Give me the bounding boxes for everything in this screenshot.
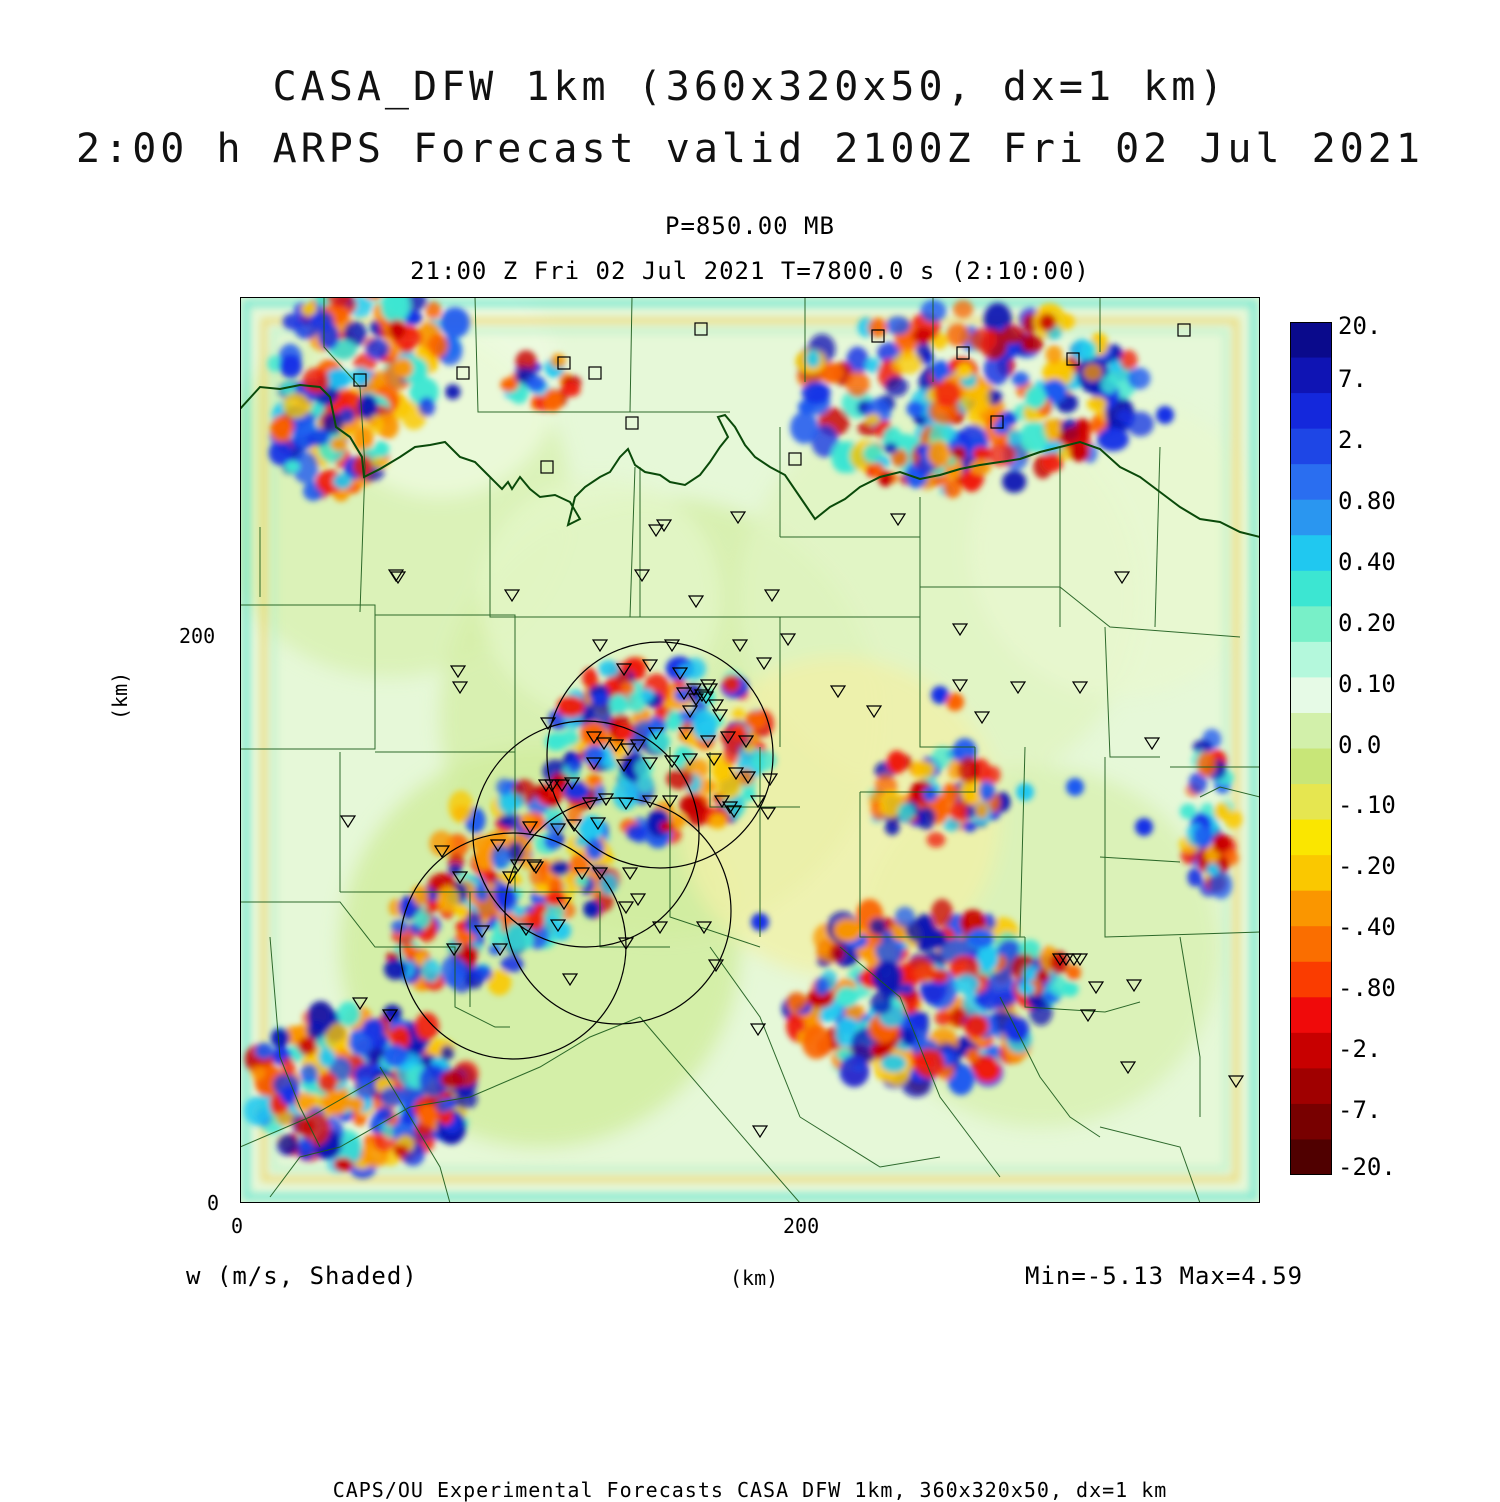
cell xyxy=(348,1097,364,1113)
cell xyxy=(436,1098,450,1114)
cell xyxy=(575,837,588,847)
cell xyxy=(970,328,998,352)
cell xyxy=(561,382,581,397)
cell xyxy=(520,814,535,826)
cell xyxy=(636,775,653,793)
colorbar-label: -2. xyxy=(1338,1035,1382,1064)
cell xyxy=(986,1045,1000,1057)
cell xyxy=(368,415,383,434)
colorbar-label: -.20 xyxy=(1338,852,1396,881)
cell xyxy=(912,760,935,779)
colorbar-cell xyxy=(1290,677,1332,713)
colorbar-cell xyxy=(1290,571,1332,607)
cell xyxy=(1120,350,1138,370)
cell xyxy=(975,802,988,818)
footer-credit: CAPS/OU Experimental Forecasts CASA DFW 1km, 360x320x50, dx=1 km xyxy=(332,1478,1168,1502)
cell xyxy=(954,974,979,994)
cell xyxy=(384,959,407,980)
cell xyxy=(866,414,881,425)
cell xyxy=(1135,818,1153,836)
cell xyxy=(273,1073,300,1097)
cell xyxy=(277,1134,298,1155)
colorbar-cell xyxy=(1290,322,1332,358)
cell xyxy=(1206,863,1219,876)
x-tick-0: 0 xyxy=(231,1214,244,1238)
colorbar-cell xyxy=(1290,500,1332,536)
cell xyxy=(626,824,647,841)
cell xyxy=(986,766,1001,783)
cell xyxy=(440,1070,465,1089)
colorbar-cell xyxy=(1290,997,1332,1033)
cell xyxy=(1212,834,1230,854)
cell xyxy=(475,884,489,902)
cell xyxy=(722,675,740,693)
min-max-values: Min=-5.13 Max=4.59 xyxy=(1025,1262,1304,1290)
cell xyxy=(584,745,605,766)
cell xyxy=(1071,339,1092,361)
cell xyxy=(1156,406,1174,424)
colorbar-cell xyxy=(1290,1104,1332,1140)
cell xyxy=(491,845,510,870)
cell xyxy=(255,1043,273,1060)
colorbar-cell xyxy=(1290,1033,1332,1069)
cell xyxy=(1016,783,1034,801)
cell xyxy=(870,991,892,1014)
colorbar-cell xyxy=(1290,749,1332,785)
cell xyxy=(977,989,1000,1011)
cell xyxy=(362,1018,384,1038)
cell xyxy=(963,821,977,832)
cell xyxy=(330,437,347,451)
cell xyxy=(440,307,469,338)
cell xyxy=(886,316,910,335)
cell xyxy=(1002,471,1026,493)
colorbar-label: -.80 xyxy=(1338,974,1396,1003)
cell xyxy=(501,378,519,392)
cell xyxy=(884,443,898,454)
tint-blob xyxy=(480,477,720,717)
cell xyxy=(394,358,413,378)
cell xyxy=(613,780,639,810)
cell xyxy=(1044,419,1061,441)
cell xyxy=(949,802,967,821)
cell xyxy=(1194,825,1213,849)
colorbar-label: 7. xyxy=(1338,364,1367,393)
cell xyxy=(927,441,950,467)
cell xyxy=(498,815,513,827)
cell xyxy=(318,1072,338,1092)
cell xyxy=(383,1044,408,1067)
cell xyxy=(421,959,440,983)
cell xyxy=(419,397,436,416)
cell xyxy=(279,355,302,378)
cell xyxy=(550,861,570,876)
cell xyxy=(366,338,390,360)
colorbar-label: -20. xyxy=(1338,1153,1396,1181)
cell xyxy=(1197,752,1217,777)
cell xyxy=(380,1087,405,1107)
cell xyxy=(973,447,992,461)
field-label: w (m/s, Shaded) xyxy=(186,1262,418,1290)
cell xyxy=(1046,345,1063,363)
cell xyxy=(1018,983,1035,995)
cell xyxy=(587,774,602,786)
cell xyxy=(415,1012,439,1040)
cell xyxy=(300,1064,318,1084)
cell xyxy=(307,1001,334,1032)
cell xyxy=(1214,803,1230,820)
cell xyxy=(899,983,914,994)
cell xyxy=(376,1106,393,1122)
cell xyxy=(513,906,525,917)
colorbar-cell xyxy=(1290,642,1332,678)
cell xyxy=(974,1058,1000,1082)
cell xyxy=(326,368,352,390)
colorbar-label: 0.10 xyxy=(1338,669,1396,698)
cell xyxy=(455,931,474,945)
cell xyxy=(389,320,406,340)
vertical-velocity-map xyxy=(240,297,1260,1203)
colorbar-cell xyxy=(1290,891,1332,927)
cell xyxy=(935,1011,951,1026)
colorbar-cell xyxy=(1290,784,1332,820)
cell xyxy=(906,957,934,982)
cell xyxy=(1101,375,1118,394)
cell xyxy=(1066,965,1081,981)
colorbar-cell xyxy=(1290,393,1332,429)
cell xyxy=(806,350,820,368)
colorbar-label: 0.0 xyxy=(1338,730,1382,759)
cell xyxy=(426,302,442,320)
cell xyxy=(557,696,585,717)
cell xyxy=(1035,970,1050,982)
cell xyxy=(418,1104,438,1127)
cell xyxy=(1083,364,1102,381)
colorbar-label: 0.40 xyxy=(1338,547,1396,576)
cell xyxy=(334,1158,353,1172)
cell xyxy=(745,711,767,730)
cell xyxy=(372,457,389,469)
colorbar-cell xyxy=(1290,358,1332,394)
colorbar-label: -.10 xyxy=(1338,791,1396,820)
cell xyxy=(994,420,1010,434)
cell xyxy=(934,381,961,407)
cell xyxy=(660,821,674,832)
cell xyxy=(401,944,417,956)
cell xyxy=(445,384,460,399)
y-tick-200: 200 xyxy=(179,624,216,648)
plot-title-line1: CASA_DFW 1km (360x320x50, dx=1 km) xyxy=(272,64,1228,110)
cell xyxy=(966,1048,981,1063)
cell xyxy=(448,864,462,876)
cell xyxy=(583,900,601,918)
cell xyxy=(441,955,466,987)
cell xyxy=(931,899,953,927)
cell xyxy=(829,943,844,961)
cell xyxy=(732,708,744,720)
cell xyxy=(333,473,352,489)
cell xyxy=(1066,778,1084,796)
cell xyxy=(834,919,862,942)
cell xyxy=(400,340,414,353)
colorbar-cell xyxy=(1290,820,1332,856)
cell xyxy=(501,956,524,972)
cell xyxy=(979,781,995,801)
cell xyxy=(1021,334,1043,353)
colorbar-cell xyxy=(1290,926,1332,962)
cell xyxy=(871,463,884,477)
y-tick-0: 0 xyxy=(207,1191,220,1215)
colorbar-label: 0.80 xyxy=(1338,486,1396,515)
cell xyxy=(946,693,964,711)
cell xyxy=(964,1015,989,1039)
cell xyxy=(1012,372,1029,387)
cell xyxy=(591,691,610,706)
cell xyxy=(835,986,858,1007)
cell xyxy=(846,371,870,397)
cell xyxy=(743,789,756,801)
colorbar-label: -.40 xyxy=(1338,913,1396,942)
cell xyxy=(526,376,545,392)
cell xyxy=(298,1037,317,1055)
colorbar-cell xyxy=(1290,1139,1332,1175)
colorbar-label: -7. xyxy=(1338,1096,1382,1125)
cell xyxy=(908,1014,928,1029)
x-tick-200: 200 xyxy=(783,1214,820,1238)
plot-title-line2: 2:00 h ARPS Forecast valid 2100Z Fri 02 Jul 2021 xyxy=(76,126,1424,172)
colorbar-cell xyxy=(1290,962,1332,998)
cell xyxy=(567,755,582,773)
cell xyxy=(869,918,886,935)
cell xyxy=(1187,868,1202,887)
cell xyxy=(923,786,937,802)
cell xyxy=(839,1055,869,1087)
cell xyxy=(1097,427,1129,451)
cell xyxy=(244,1096,271,1125)
cell xyxy=(285,461,300,473)
cell xyxy=(448,791,473,823)
cell xyxy=(472,966,493,982)
cell xyxy=(310,404,325,416)
cell xyxy=(709,813,727,829)
cell xyxy=(1050,975,1068,998)
cell xyxy=(598,660,619,677)
colorbar-label: 20. xyxy=(1338,312,1382,340)
cell xyxy=(881,1054,907,1072)
cell xyxy=(1087,396,1107,411)
cell xyxy=(957,363,973,379)
cell xyxy=(1128,367,1151,389)
cell xyxy=(914,1049,945,1078)
cell xyxy=(621,681,634,694)
cell xyxy=(609,694,628,714)
colorbar-cell xyxy=(1290,855,1332,891)
cell xyxy=(967,929,994,948)
colorbar-label: 2. xyxy=(1338,425,1367,454)
cell xyxy=(575,874,588,886)
cell xyxy=(504,793,525,809)
cell xyxy=(885,376,908,396)
cell xyxy=(283,393,311,419)
cell xyxy=(678,663,700,678)
cell xyxy=(374,441,390,458)
pressure-level: P=850.00 MB xyxy=(665,212,835,240)
cell xyxy=(930,969,949,983)
cell xyxy=(943,479,961,498)
cell xyxy=(887,751,907,774)
cell xyxy=(679,795,705,816)
cell xyxy=(271,1028,290,1048)
cell xyxy=(917,807,935,830)
cell xyxy=(391,920,408,934)
cell xyxy=(251,1066,265,1081)
cell xyxy=(787,992,807,1012)
cell xyxy=(1180,804,1197,820)
cell xyxy=(907,401,924,417)
valid-time: 21:00 Z Fri 02 Jul 2021 T=7800.0 s (2:10:00) xyxy=(410,257,1090,285)
cell xyxy=(302,368,329,394)
cell xyxy=(1007,430,1021,446)
cell xyxy=(496,779,512,796)
cell xyxy=(1025,386,1047,409)
cell xyxy=(897,803,915,821)
colorbar-cell xyxy=(1290,713,1332,749)
cell xyxy=(270,417,293,443)
cell xyxy=(953,300,973,318)
cell xyxy=(489,933,504,944)
cell xyxy=(415,911,431,929)
colorbar-cell xyxy=(1290,535,1332,571)
colorbar-cell xyxy=(1290,464,1332,500)
cell xyxy=(802,1025,831,1059)
colorbar-cell xyxy=(1290,606,1332,642)
colorbar-cell xyxy=(1290,429,1332,465)
cell xyxy=(454,904,470,917)
cell xyxy=(528,909,545,930)
cell xyxy=(927,832,946,847)
cell xyxy=(958,757,980,783)
y-axis-label: (km) xyxy=(108,671,132,720)
colorbar-cell xyxy=(1290,1068,1332,1104)
cell xyxy=(1039,314,1056,332)
cell xyxy=(912,328,933,344)
cell xyxy=(1127,412,1154,437)
cell xyxy=(790,412,818,444)
colorbar-label: 0.20 xyxy=(1338,608,1396,637)
cell xyxy=(641,688,654,702)
cell xyxy=(895,907,915,928)
cell xyxy=(892,353,923,375)
x-axis-label: (km) xyxy=(730,1266,779,1290)
cell xyxy=(946,323,969,346)
cell xyxy=(543,389,562,412)
cell xyxy=(393,1145,409,1157)
colorbar xyxy=(1290,322,1332,1175)
cell xyxy=(802,382,831,404)
cell xyxy=(428,334,448,358)
cell xyxy=(300,303,316,315)
cell xyxy=(815,977,829,995)
cell xyxy=(440,1045,454,1060)
